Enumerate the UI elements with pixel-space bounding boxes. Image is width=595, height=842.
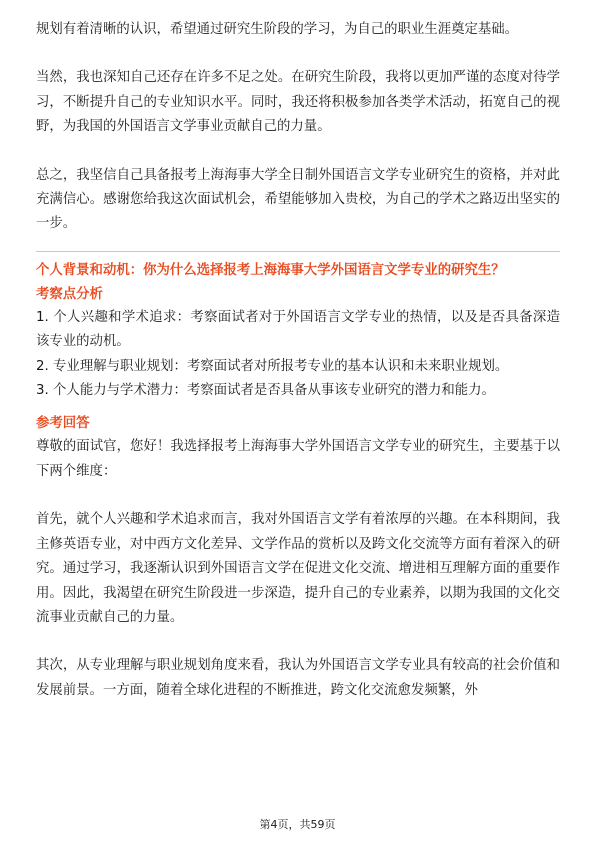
analysis-item: 3. 个人能力与学术潜力：考察面试者是否具备从事该专业研究的潜力和能力。 [36, 383, 495, 399]
answer-title: 参考回答 [36, 416, 90, 432]
answer-intro: 尊敬的面试官，您好！我选择报考上海海事大学外国语言文学专业的研究生，主要基于以下两个维度： [36, 439, 560, 479]
page-number-footer: 第4页，共59页 [259, 818, 336, 831]
question-heading: 个人背景和动机：你为什么选择报考上海海事大学外国语言文学专业的研究生？ [36, 262, 505, 278]
analysis-item: 2. 专业理解与职业规划：考察面试者对所报考专业的基本认识和未来职业规划。 [36, 358, 509, 374]
answer-paragraph-career: 其次，从专业理解与职业规划角度来看，我认为外国语言文学专业具有较高的社会价值和发展前景。一方面，随着全球化进程的不断推进，跨文化交流愈发频繁，外 [36, 658, 560, 698]
analysis-item: 1. 个人兴趣和学术追求：考察面试者对于外国语言文学专业的热情，以及是否具备深造该专业的动机。 [36, 309, 560, 350]
paragraph-career-foundation: 规划有着清晰的认识，希望通过研究生阶段的学习，为自己的职业生涯奠定基础。 [36, 22, 519, 37]
analysis-title: 考察点分析 [36, 286, 103, 302]
paragraph-shortcomings: 当然，我也深知自己还存在许多不足之处。在研究生阶段，我将以更加严谨的态度对待学习，不断提升自己的专业知识水平。同时，我还将积极参加各类学术活动，拓宽自己的视野，为我国的外国语言文学事业贡献自己的力量。 [36, 70, 560, 135]
document-body [36, 18, 560, 703]
section-divider [36, 251, 560, 252]
answer-paragraph-interest: 首先，就个人兴趣和学术追求而言，我对外国语言文学有着浓厚的兴趣。在本科期间，我主修英语专业，对中西方文化差异、文学作品的赏析以及跨文化交流等方面有着深入的研究。通过学习，我逐渐认识到外国语言文学在促进文化交流、增进相互理解方面的重要作用。因此，我渴望在研究生阶段进一步深造，提升自己的专业素养，以期为我国的文化交流事业贡献自己的力量。 [36, 512, 560, 625]
paragraph-conclusion: 总之，我坚信自己具备报考上海海事大学全日制外国语言文学专业研究生的资格，并对此充满信心。感谢您给我这次面试机会，希望能够加入贵校，为自己的学术之路迈出坚实的一步。 [36, 167, 560, 232]
